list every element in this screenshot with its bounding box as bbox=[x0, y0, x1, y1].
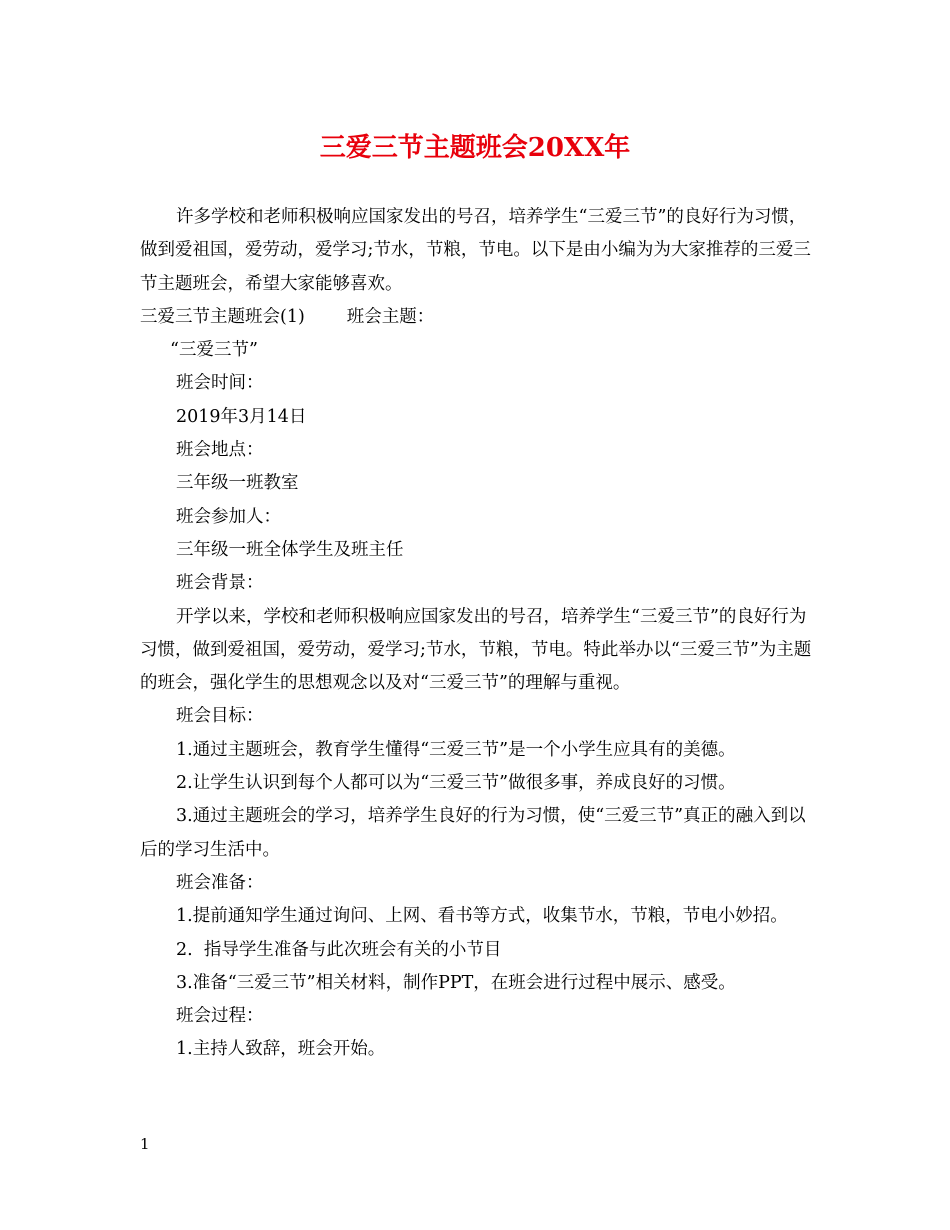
page-number: 1 bbox=[140, 1135, 150, 1153]
theme-value: “三爱三节” bbox=[170, 340, 258, 361]
background-label: 班会背景： bbox=[176, 573, 264, 594]
goal-item: 1.通过主题班会，教育学生懂得“三爱三节”是一个小学生应具有的美德。 bbox=[176, 739, 736, 760]
goals-label: 班会目标： bbox=[176, 706, 264, 727]
place-label: 班会地点： bbox=[176, 440, 264, 461]
background-paragraph: 开学以来，学校和老师积极响应国家发出的号召，培养学生“三爱三节”的良好行为习惯，做到爱祖国，爱劳动，爱学习;节水，节粮，节电。特此举办以“三爱三节”为主题的班会，强化学生的思想观念以及对“三爱三节”的理解与重视。 bbox=[140, 606, 812, 694]
process-label: 班会过程： bbox=[176, 1006, 264, 1027]
prep-item: 3.准备“三爱三节”相关材料，制作PPT，在班会进行过程中展示、感受。 bbox=[176, 972, 736, 993]
document-body bbox=[140, 201, 820, 1067]
goal-item: 3.通过主题班会的学习，培养学生良好的行为习惯，使“三爱三节”真正的融入到以后的学习生活中。 bbox=[140, 806, 806, 860]
section-heading-line bbox=[140, 301, 820, 334]
participants-value: 三年级一班全体学生及班主任 bbox=[176, 539, 404, 560]
time-value: 2019年3月14日 bbox=[176, 406, 307, 427]
section-heading: 三爱三节主题班会(1) bbox=[140, 306, 305, 327]
intro-paragraph: 许多学校和老师积极响应国家发出的号召，培养学生“三爱三节”的良好行为习惯，做到爱祖国，爱劳动，爱学习;节水，节粮，节电。以下是由小编为为大家推荐的三爱三节主题班会，希望大家能够喜欢。 bbox=[140, 207, 811, 294]
prep-item: 1.提前通知学生通过询问、上网、看书等方式，收集节水，节粮，节电小妙招。 bbox=[176, 906, 788, 927]
prep-label: 班会准备： bbox=[176, 872, 264, 893]
process-item: 1.主持人致辞，班会开始。 bbox=[176, 1039, 386, 1060]
goal-item: 2.让学生认识到每个人都可以为“三爱三节”做很多事，养成良好的习惯。 bbox=[176, 773, 736, 794]
prep-item: 2. 指导学生准备与此次班会有关的小节目 bbox=[176, 939, 502, 960]
theme-label: 班会主题： bbox=[346, 306, 435, 327]
place-value: 三年级一班教室 bbox=[176, 473, 299, 494]
time-label: 班会时间： bbox=[176, 373, 264, 394]
document-title: 三爱三节主题班会20XX年 bbox=[319, 133, 631, 163]
participants-label: 班会参加人： bbox=[176, 506, 281, 527]
